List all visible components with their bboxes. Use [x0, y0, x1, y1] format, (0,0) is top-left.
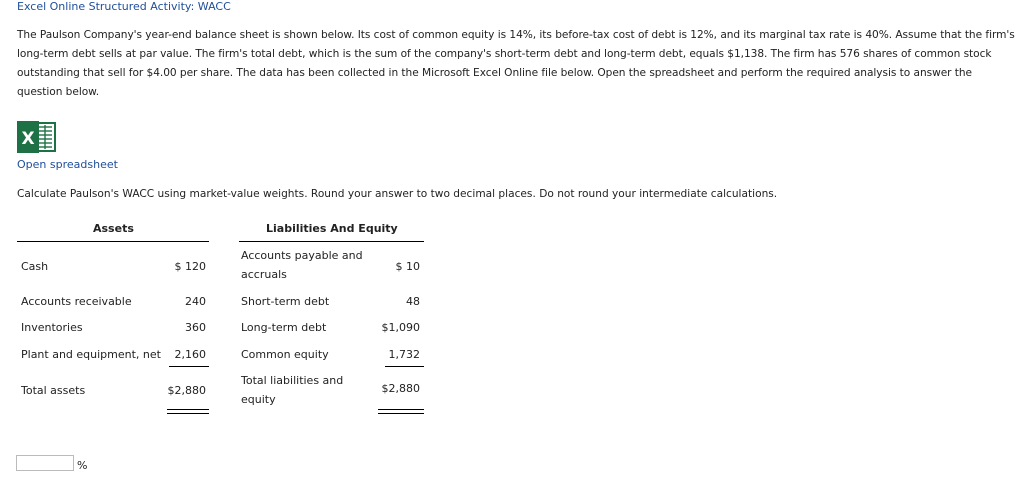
asset-label: Cash [21, 260, 49, 273]
liability-value: $ 10 [395, 260, 420, 273]
total-assets-label: Total assets [21, 384, 86, 397]
open-spreadsheet-link[interactable]: Open spreadsheet [17, 158, 118, 171]
liability-label: Short-term debt [241, 295, 330, 308]
asset-label: Inventories [21, 321, 83, 334]
total-liabilities-label-line1: Total liabilities and [241, 374, 344, 387]
excel-icon[interactable] [17, 121, 57, 153]
percent-unit: % [77, 459, 88, 472]
liability-label-line2: accruals [241, 268, 287, 281]
total-liabilities-label-line2: equity [241, 393, 276, 406]
assets-total-double-rule [167, 409, 209, 414]
balance-sheet [17, 220, 1024, 420]
activity-title: Excel Online Structured Activity: WACC [17, 0, 231, 13]
assets-header: Assets [93, 222, 134, 235]
asset-value: $ 120 [174, 260, 206, 273]
liability-value: $1,090 [381, 321, 420, 334]
asset-value: 240 [185, 295, 206, 308]
liability-value: 1,732 [388, 348, 420, 361]
liabilities-subtotal-rule [385, 366, 424, 367]
liability-label: Long-term debt [241, 321, 327, 334]
total-liabilities-value: $2,880 [381, 382, 420, 395]
liabilities-header: Liabilities And Equity [266, 222, 398, 235]
liabilities-header-rule [239, 241, 424, 242]
assets-header-rule [17, 241, 209, 242]
asset-label: Plant and equipment, net [21, 348, 161, 361]
liabilities-total-double-rule [378, 409, 424, 414]
svg-text:X: X [21, 129, 35, 149]
wacc-answer-input[interactable] [16, 455, 74, 471]
assets-subtotal-rule [169, 366, 209, 367]
total-assets-value: $2,880 [167, 384, 206, 397]
answer-row [16, 455, 88, 472]
asset-label: Accounts receivable [21, 295, 132, 308]
asset-value: 2,160 [174, 348, 206, 361]
asset-value: 360 [185, 321, 206, 334]
question-text: Calculate Paulson's WACC using market-value weights. Round your answer to two decimal places. Do not round your intermediate calculations. [17, 188, 778, 200]
problem-statement: The Paulson Company's year-end balance sheet is shown below. Its cost of common equity is 14%, its before-tax cost of debt is 12%, and its marginal tax rate is 40%. Assume that the firm's long-term debt sells at par value. The firm's total debt, which is the sum of the company's short-term debt and long-term debt, equals $1,138. The firm has 576 shares of common stock outstanding that sell for $4.00 per share. The data has been collected in the Microsoft Excel Online file below. Open the spreadsheet and perform the required analysis to answer the question below. [17, 29, 1015, 98]
liability-value: 48 [406, 295, 420, 308]
liability-label-line1: Accounts payable and [241, 249, 363, 262]
liability-label: Common equity [241, 348, 329, 361]
